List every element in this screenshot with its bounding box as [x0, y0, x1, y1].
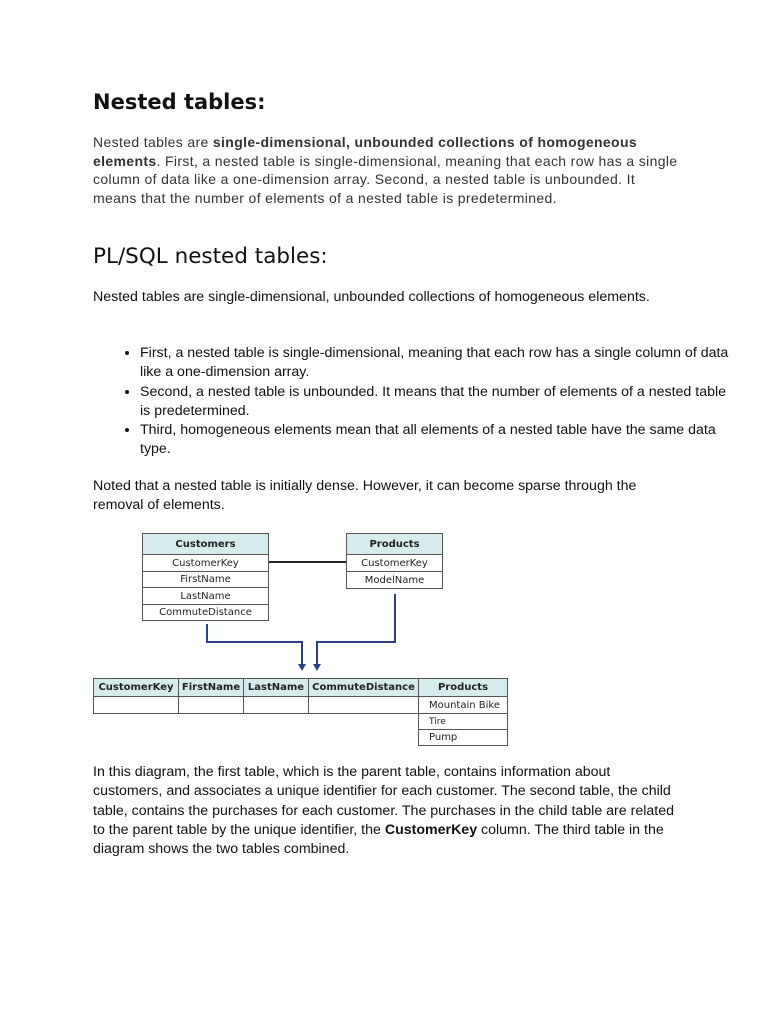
table-row: CustomerKey — [143, 554, 268, 571]
customers-header: Customers — [143, 534, 268, 554]
text: Nested tables are — [93, 134, 213, 150]
bold-text: single-dimensional, unbounded collections of homogeneous elements — [93, 134, 637, 169]
table-row: CustomerKey — [347, 554, 442, 571]
table-row: CommuteDistance — [143, 604, 268, 620]
text: . First, a nested table is single-dimensional, meaning that each row has a single column of data like a one-dimension array. Second, a nested table is unbounded. It means that the number of elements of a nested table is predetermined. — [93, 152, 678, 206]
list-item: • Second, a nested table is unbounded. It means that the number of elements of a nested table is predetermined. — [140, 383, 730, 422]
text: In this diagram, the first table, which is the parent table, contains information about customers, and associates a unique identifier for each customer. The second table, the child table, contains the purchases for each customer. The purchases in the child table are related to the parent table by the unique identifier, the — [93, 764, 674, 838]
table-row: Tire — [418, 713, 508, 729]
table-row: FirstName — [143, 571, 268, 587]
customers-table — [142, 533, 269, 621]
table-row: ModelName — [347, 571, 442, 588]
column-header: Products — [418, 678, 508, 697]
table-row: LastName — [143, 587, 268, 604]
paragraph-closing — [93, 763, 683, 859]
paragraph-intro — [93, 133, 683, 207]
bullet-list — [93, 344, 730, 460]
paragraph-noted: Noted that a nested table is initially dense. However, it can become sparse through the removal of elements. — [93, 478, 637, 514]
heading-plsql-nested-tables: PL/SQL nested tables: — [93, 244, 328, 269]
paragraph-definition: Nested tables are single-dimensional, unbounded collections of homogeneous elements. — [93, 289, 650, 305]
column-header: FirstName — [178, 678, 244, 697]
table-row: Mountain Bike — [418, 697, 508, 713]
column-header: LastName — [243, 678, 309, 697]
products-table — [346, 533, 443, 589]
list-item: • Third, homogeneous elements mean that all elements of a nested table have the same data type. — [140, 421, 730, 460]
column-header: CustomerKey — [93, 678, 179, 697]
list-item: • First, a nested table is single-dimensional, meaning that each row has a single column of data like a one-dimension array. — [140, 344, 730, 383]
text: column. The third table in the diagram shows the two tables combined. — [93, 821, 664, 858]
table-row: Pump — [418, 729, 508, 745]
heading-nested-tables: Nested tables: — [93, 90, 266, 114]
column-header: CommuteDistance — [308, 678, 419, 697]
bold-text: CustomerKey — [384, 821, 478, 838]
products-header: Products — [347, 534, 442, 554]
relationship-line — [269, 561, 346, 563]
